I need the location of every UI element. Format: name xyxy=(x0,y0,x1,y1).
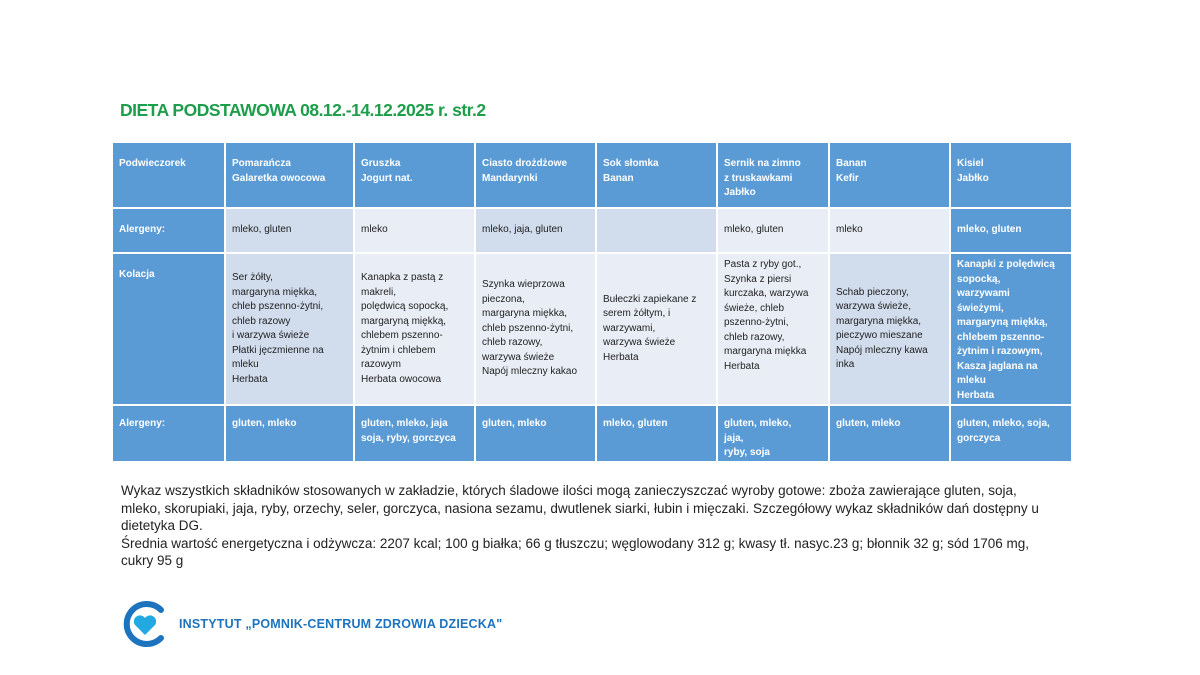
cell-kolacja xyxy=(950,253,1072,405)
cell-line: mleku xyxy=(232,359,259,370)
cell-podwieczorek xyxy=(717,142,829,208)
cell-line: Kefir xyxy=(836,172,859,184)
cell-line: Herbata owocowa xyxy=(361,373,442,385)
cell-line: i warzywa świeże xyxy=(232,330,310,341)
cell-line: chleb pszenno-żytni, xyxy=(482,322,574,334)
cell-alergeny: mleko xyxy=(829,208,950,253)
cell-alergeny xyxy=(475,405,596,462)
page-title: DIETA PODSTAWOWA 08.12.-14.12.2025 r. str.2 xyxy=(120,100,486,120)
cell-line: Kasza jaglana na xyxy=(957,360,1038,372)
cell-line: Napój mleczny kawa xyxy=(836,344,928,356)
cell-podwieczorek xyxy=(829,142,950,208)
cell-alergeny xyxy=(596,208,717,253)
cell-line: chleb razowy, xyxy=(482,337,543,349)
cell-kolacja xyxy=(829,253,950,405)
cell-line: Herbata xyxy=(232,373,268,385)
cell-line: polędwicą sopocką, xyxy=(361,301,449,312)
cell-line: warzywami, xyxy=(603,322,656,334)
cell-line: sopocką, xyxy=(957,273,1001,285)
notes xyxy=(121,482,1056,570)
cell-line: Jabłko xyxy=(724,187,756,198)
cell-alergeny xyxy=(354,405,475,462)
menu-table xyxy=(111,141,1073,463)
cell-alergeny: mleko, gluten xyxy=(717,208,829,253)
cell-line: Bułeczki zapiekane z xyxy=(603,293,697,305)
cell-line: margaryną miękką, xyxy=(361,315,447,327)
cell-line: chleb razowy xyxy=(232,315,291,327)
cell-line: margaryną miękką, xyxy=(957,317,1048,328)
cell-alergeny: mleko, gluten xyxy=(225,208,354,253)
cell-line: Kanapki z polędwicą xyxy=(957,259,1055,270)
cell-line: Banan xyxy=(836,158,867,169)
cell-podwieczorek xyxy=(596,142,717,208)
cell-line: ryby, soja xyxy=(724,447,770,458)
cell-line: żytnim i chlebem xyxy=(361,344,436,356)
cell-line: kurczaka, warzywa xyxy=(724,288,809,299)
row-podwieczorek xyxy=(112,142,1072,208)
cell-line: Szynka wieprzowa xyxy=(482,279,565,291)
cell-line: margaryna miękka, xyxy=(232,286,318,298)
cell-line: razowym xyxy=(361,359,402,370)
energy-note: Średnia wartość energetyczna i odżywcza: 2207 kcal; 100 g białka; 66 g tłuszczu; węglowodany 312 g; kwasy tł. nasyc.23 g; błonnik 32 g; sód 1706 mg, cukry 95 g xyxy=(121,535,1030,568)
cell-line: chleb razowy, xyxy=(724,331,785,343)
cell-kolacja xyxy=(225,253,354,405)
cell-line: Sok słomka xyxy=(603,158,659,169)
cell-line: warzywa świeże, xyxy=(836,301,912,312)
cell-podwieczorek xyxy=(225,142,354,208)
cell-line: Pasta z ryby got., xyxy=(724,259,802,270)
cell-line: gluten, mleko xyxy=(232,418,297,429)
cell-line: Herbata xyxy=(724,360,760,372)
cell-line: Szynka z piersi xyxy=(724,273,792,285)
cell-line: Herbata xyxy=(603,351,639,363)
row-alergeny-2 xyxy=(112,405,1072,462)
cell-line: Napój mleczny kakao xyxy=(482,366,578,378)
cell-line: warzywami xyxy=(957,288,1010,299)
cell-kolacja xyxy=(717,253,829,405)
cell-alergeny xyxy=(950,405,1072,462)
row-label-podwieczorek: Podwieczorek xyxy=(112,142,225,208)
cell-line: Kanapka z pastą z xyxy=(361,272,444,283)
cell-line: Mandarynki xyxy=(482,172,538,184)
cell-kolacja xyxy=(475,253,596,405)
cell-alergeny: mleko xyxy=(354,208,475,253)
cell-line: Schab pieczony, xyxy=(836,286,909,298)
cell-alergeny: mleko, jaja, gluten xyxy=(475,208,596,253)
cell-line: serem żółtym, i xyxy=(603,308,671,320)
cell-line: warzywa świeże xyxy=(482,351,555,363)
cell-line: gluten, mleko, xyxy=(724,418,792,429)
cell-line: gluten, mleko xyxy=(482,418,547,429)
cell-alergeny xyxy=(829,405,950,462)
cell-kolacja xyxy=(596,253,717,405)
cell-line: świeże, chleb xyxy=(724,302,785,314)
cell-line: Galaretka owocowa xyxy=(232,172,326,184)
cell-line: pszenno-żytni, xyxy=(724,317,789,328)
institute-logo xyxy=(121,601,502,647)
cell-line: pieczywo mieszane xyxy=(836,330,923,341)
cell-podwieczorek xyxy=(354,142,475,208)
cell-line: Banan xyxy=(603,172,634,184)
logo-text: INSTYTUT „POMNIK-CENTRUM ZDROWIA DZIECKA" xyxy=(179,617,503,631)
row-kolacja xyxy=(112,253,1072,405)
cell-line: Sernik na zimno xyxy=(724,158,801,169)
cell-line: mleko, gluten xyxy=(603,418,668,429)
row-label-alergeny: Alergeny: xyxy=(112,208,225,253)
cell-line: margaryna miękka xyxy=(724,346,807,357)
cell-line: Jabłko xyxy=(957,172,989,184)
cell-line: świeżymi, xyxy=(957,302,1004,314)
row-alergeny-1 xyxy=(112,208,1072,253)
allergens-note: Wykaz wszystkich składników stosowanych w zakładzie, których śladowe ilości mogą zanieczyszczać wyroby gotowe: zboża zawierające gluten, soja, mleko, skorupiaki, jaja, ryby, orzechy, seler, gorczyca, nasiona sezamu, dwutlenek siarki, łubin i mięczaki. Szczegółowy wykaz składników dań dostępny u dietetyka DG. xyxy=(121,483,1039,533)
cell-line: makreli, xyxy=(361,286,397,298)
cell-line: z truskawkami xyxy=(724,172,793,184)
row-label-alergeny: Alergeny: xyxy=(112,405,225,462)
cell-line: jaja, xyxy=(724,432,744,444)
cell-line: mleku xyxy=(957,375,986,386)
row-label-kolacja: Kolacja xyxy=(112,253,225,405)
cell-line: Ser żółty, xyxy=(232,272,273,283)
cell-line: Kisiel xyxy=(957,158,984,169)
cell-podwieczorek xyxy=(475,142,596,208)
heart-logo-icon xyxy=(121,601,171,647)
cell-line: żytnim i razowym, xyxy=(957,346,1043,357)
cell-line: gluten, mleko, soja, xyxy=(957,418,1050,429)
cell-podwieczorek xyxy=(950,142,1072,208)
cell-line: inka xyxy=(836,359,855,370)
cell-line: Gruszka xyxy=(361,158,401,169)
cell-line: Herbata xyxy=(957,389,995,401)
cell-line: chlebem pszenno- xyxy=(361,330,443,341)
cell-line: margaryna miękka, xyxy=(482,308,568,320)
cell-line: chleb pszenno-żytni, xyxy=(232,301,324,312)
cell-alergeny xyxy=(596,405,717,462)
cell-line: Pomarańcza xyxy=(232,158,291,169)
cell-line: soja, ryby, gorczyca xyxy=(361,432,456,444)
cell-alergeny xyxy=(225,405,354,462)
cell-line: Jogurt nat. xyxy=(361,172,413,184)
cell-line: Ciasto drożdżowe xyxy=(482,158,568,169)
cell-alergeny xyxy=(717,405,829,462)
cell-line: gluten, mleko xyxy=(836,418,901,429)
cell-line: pieczona, xyxy=(482,293,525,305)
cell-line: gorczyca xyxy=(957,432,1001,444)
cell-alergeny: mleko, gluten xyxy=(950,208,1072,253)
cell-kolacja xyxy=(354,253,475,405)
cell-line: warzywa świeże xyxy=(603,337,676,349)
cell-line: Płatki jęczmienne na xyxy=(232,344,324,356)
cell-line: gluten, mleko, jaja xyxy=(361,418,448,429)
cell-line: margaryna miękka, xyxy=(836,315,922,327)
cell-line: chlebem pszenno- xyxy=(957,331,1045,343)
